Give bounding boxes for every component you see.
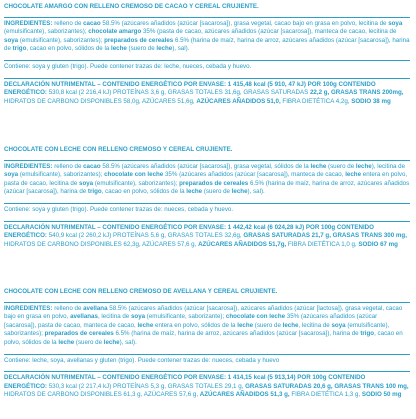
nutrition-declaration (4, 224, 410, 250)
emphasis-text: leche (237, 321, 254, 329)
text-run: (suero de (202, 188, 232, 196)
emphasis-text: leche (282, 321, 299, 329)
emphasis-text: avellana (83, 304, 108, 312)
product-section-milk-chocolate (4, 146, 410, 249)
product-section-hazelnut (4, 288, 410, 400)
text-run: 540,9 kcal (2 260,2 kJ) (48, 232, 114, 240)
text-run: (emulsificante), saborizantes); (4, 321, 390, 338)
divider (4, 302, 410, 303)
emphasis-text: avellanas (70, 313, 98, 321)
emphasis-text: soya (331, 321, 346, 329)
emphasis-text: INGREDIENTES: (4, 304, 55, 312)
emphasis-text: leche (186, 188, 203, 196)
text-run: (suero de (74, 338, 104, 346)
emphasis-text: INGREDIENTES: (4, 162, 55, 170)
text-run: , cacao en polvo, sólidos de la (101, 188, 187, 196)
text-run: relleno de (54, 304, 84, 312)
emphasis-text: preparados de cereales (179, 179, 249, 187)
text-run: HIDRATOS DE CARBONO DISPONIBLES 62,3g, AZÚCARES 57,6 g, (4, 240, 199, 248)
text-run: ), sal). (247, 188, 265, 196)
ingredients-text (4, 20, 410, 54)
emphasis-text: leche (103, 338, 120, 346)
emphasis-text: leche (58, 338, 75, 346)
text-run: FIBRA DIETÉTICA 4,2g, (282, 97, 352, 105)
text-run: (emulsificante), saborizantes); (18, 171, 105, 179)
text-run: 58.5% (azúcares añadidos (azúcar [sacarosa]), grasa vegetal, sólidos de la (100, 162, 311, 170)
text-run: 58.5% (azúcares añadidos (azúcar [sacarosa]), azúcares añadidos (azúcar [lactosa]), grasa vegetal, cacao bajo en grasa en polvo, (4, 304, 403, 321)
allergen-statement: Contiene: soya y gluten (trigo). Puede contener trazas de: nueces, cebada y huevo. (4, 205, 234, 213)
text-run: relleno de (54, 162, 84, 170)
emphasis-text: SODIO 67 mg (358, 240, 398, 248)
product-section-dark-chocolate (4, 3, 410, 106)
text-run: PROTEÍNAS 5,3 g, GRASAS TOTALES 29,1 g, (113, 382, 246, 390)
emphasis-text: leche (110, 45, 127, 53)
emphasis-text: GRASAS SATURADAS 21,7 g, GRASAS TRANS 300 mg, (243, 232, 407, 240)
emphasis-text: DECLARACIÓN NUTRIMENTAL – CONTENIDO ENERGÉTICO POR ENVASE: 1 442,42 kcal (6 024,28 kJ) POR 100g CONTENIDO ENERGÉTICO: (4, 223, 374, 240)
emphasis-text: trigo (360, 330, 375, 338)
text-run: , lecitina de (298, 321, 332, 329)
text-run: PROTEÍNAS 3,6 g, GRASAS TOTALES 31,6g, GRASAS SATURADAS (113, 89, 310, 97)
text-run: (emulsificante), saborizantes); (18, 36, 105, 44)
text-run: 35% (azúcares añadidos (azúcar [sacarosa]), manteca de cacao, (163, 171, 346, 179)
product-title: CHOCOLATE AMARGO CON RELLENO CREMOSO DE CACAO Y CEREAL CRUJIENTE. (4, 3, 259, 10)
emphasis-text: leche (345, 171, 362, 179)
text-run: (suero de (126, 45, 157, 53)
divider (4, 60, 410, 61)
text-run: 6.5% (harina de maíz, harina de arroz, azúcares añadidos (azúcar [sacarosa]), harina de (4, 179, 410, 196)
product-title: CHOCOLATE CON LECHE CON RELLENO CREMOSO Y CEREAL CRUJIENTE. (4, 146, 233, 153)
text-run: (emulsificante, saborizante); (145, 313, 226, 321)
emphasis-text: soya (79, 179, 94, 187)
ingredients-text (4, 163, 410, 197)
text-run: PROTEÍNAS 5,6 g, GRASAS TOTALES 32,6g, (113, 232, 244, 240)
text-run: 530,8 kcal (2 216,4 kJ) (48, 89, 114, 97)
divider (4, 221, 410, 222)
emphasis-text: leche (355, 162, 372, 170)
text-run: 6.5% (harina de maíz, harina de arroz, azúcares añadidos (azúcar [sacarosa]), harina de (4, 36, 410, 53)
emphasis-text: DECLARACIÓN NUTRIMENTAL – CONTENIDO ENERGÉTICO POR ENVASE: 1 415,48 kcal (5 910, 47 kJ) POR 100g CONTENIDO ENERGÉTICO: (4, 80, 376, 97)
text-run: , cacao en polvo, sólidos de la (4, 330, 403, 346)
text-run: 35% (pasta de cacao, azúcares añadidos (azúcar [sacarosa]), manteca de cacao, lecitina de (141, 28, 397, 36)
text-run: (emulsificante), saborizantes); (93, 179, 180, 187)
emphasis-text: chocolate con leche (225, 313, 286, 321)
nutrition-declaration (4, 81, 410, 107)
text-run: (suero de (253, 321, 283, 329)
text-run: 35% (azúcares añadidos (azúcar [sacarosa]), pasta de cacao, manteca de cacao, (4, 313, 378, 329)
text-run: HIDRATOS DE CARBONO DISPONIBLES 58,0g, AZÚCARES 51,6g, (4, 97, 197, 105)
emphasis-text: leche (137, 321, 154, 329)
emphasis-text: cacao (83, 19, 101, 27)
text-run: entera en polvo, sólidos de la (153, 321, 238, 329)
text-run: 530,3 kcal (2 217,4 kJ) (48, 382, 114, 390)
text-run: 6.5% (harina de maíz, harina de arroz, azúcares añadidos (azúcar [sacarosa]), harina de (113, 330, 361, 338)
text-run: entera en polvo, pasta de cacao, lecitina de (4, 171, 408, 187)
emphasis-text: leche (156, 45, 173, 53)
emphasis-text: SODIO 50 mg (361, 391, 402, 399)
divider (4, 203, 410, 204)
text-run: HIDRATOS DE CARBONO DISPONIBLES 61,3 g, AZÚCARES 57,6 g, (4, 391, 200, 399)
emphasis-text: trigo (87, 188, 102, 196)
emphasis-text: SODIO 38 mg (351, 97, 391, 105)
emphasis-text: soya (130, 313, 146, 321)
text-run: 58.5% (azúcares añadidos (azúcar [sacarosa]), grasa vegetal, cacao bajo en grasa en polvo, lecitina de (100, 19, 389, 27)
ingredients-text (4, 305, 410, 348)
emphasis-text: GRASAS SATURADAS 20,6 g, GRASAS TRANS 100 mg, (245, 382, 409, 390)
text-run: FIBRA DIETÉTICA 1,0 g, (287, 240, 359, 248)
allergen-statement: Contiene: leche, soya, avellanas y gluten (trigo). Puede contener trazas de: nueces, cebada y huevo (4, 356, 280, 364)
emphasis-text: chocolate amargo (88, 28, 142, 36)
emphasis-text: INGREDIENTES: (4, 19, 55, 27)
emphasis-text: trigo (12, 45, 27, 53)
emphasis-text: AZÚCARES AÑADIDOS 51,0, (196, 97, 283, 105)
text-run: ), sal). (172, 45, 190, 53)
allergen-statement: Contiene: soya y gluten (trigo). Puede contener trazas de: leche, nueces, cebada y huevo. (4, 62, 252, 70)
text-run: ), sal). (119, 338, 137, 346)
divider (4, 160, 410, 161)
emphasis-text: AZÚCARES AÑADIDOS 51,7g, (198, 240, 288, 248)
emphasis-text: soya (4, 36, 19, 44)
emphasis-text: soya (388, 19, 403, 27)
product-title: CHOCOLATE CON LECHE CON RELLENO CREMOSO DE AVELLANA Y CEREAL CRUJIENTE. (4, 288, 278, 295)
emphasis-text: leche (310, 162, 327, 170)
text-run: , lecitina de (97, 313, 131, 321)
emphasis-text: chocolate con leche (104, 171, 164, 179)
text-run: , cacao en polvo, sólidos de la (26, 45, 111, 53)
divider (4, 371, 410, 372)
divider (4, 78, 410, 79)
emphasis-text: leche (231, 188, 248, 196)
emphasis-text: AZÚCARES AÑADIDOS 51,3 g, (199, 391, 292, 399)
emphasis-text: preparados de cereales (104, 36, 174, 44)
emphasis-text: 22,2 g, GRASAS TRANS 200mg, (309, 89, 404, 97)
divider (4, 17, 410, 18)
emphasis-text: cacao (83, 162, 101, 170)
text-run: (emulsificante), saborizantes); (4, 28, 89, 36)
text-run: relleno de (54, 19, 84, 27)
divider (4, 354, 410, 355)
emphasis-text: soya (4, 171, 19, 179)
nutrition-declaration (4, 374, 410, 400)
text-run: ), lecitina de (371, 162, 406, 170)
emphasis-text: DECLARACIÓN NUTRIMENTAL – CONTENIDO ENERGÉTICO POR ENVASE: 1 414,15 kcal (5 913,14) POR 100g CONTENIDO ENERGÉTICO: (4, 374, 366, 390)
text-run: (suero de (326, 162, 356, 170)
emphasis-text: preparados de cereales (44, 330, 114, 338)
text-run: FIBRA DIETÉTICA 1,3 g, (291, 391, 362, 399)
